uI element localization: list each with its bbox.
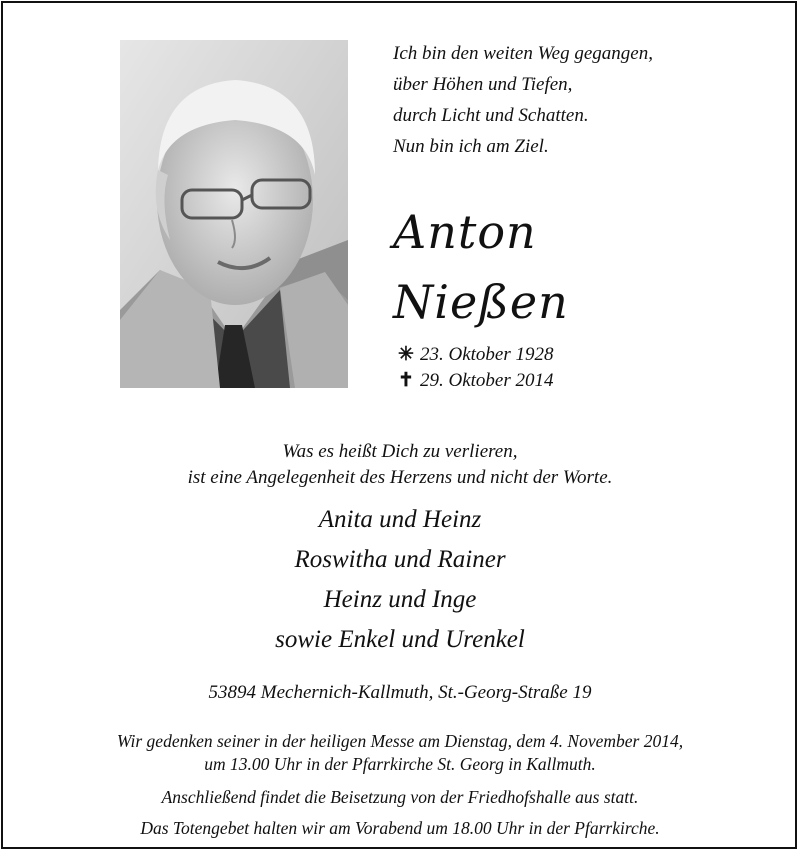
poem: [393, 38, 773, 162]
family-member: Anita und Heinz: [318, 506, 482, 533]
notice-line: Anschließend findet die Beisetzung von der Friedhofshalle aus statt.: [161, 787, 639, 807]
portrait-photo: [120, 40, 348, 388]
poem-line: über Höhen und Tiefen,: [393, 74, 573, 95]
birth-date-row: [398, 342, 554, 368]
notice-line: Das Totengebet halten wir am Vorabend um 18.00 Uhr in der Pfarrkirche.: [140, 818, 660, 838]
death-date-row: [398, 368, 554, 394]
birth-star-icon: ✳: [398, 344, 414, 365]
family-member: Roswitha und Rainer: [294, 546, 506, 573]
address: 53894 Mechernich-Kallmuth, St.-Georg-Straße 19: [208, 682, 592, 703]
last-name: Nießen: [393, 275, 569, 329]
family-member: sowie Enkel und Urenkel: [275, 626, 525, 653]
birth-date: 23. Oktober 1928: [420, 344, 554, 365]
poem-line: durch Licht und Schatten.: [393, 105, 589, 126]
death-cross-icon: ✝: [398, 370, 414, 391]
notice-line: um 13.00 Uhr in der Pfarrkirche St. Georg in Kallmuth.: [204, 754, 596, 774]
death-date: 29. Oktober 2014: [420, 370, 554, 391]
life-dates: [398, 342, 554, 394]
family-member: Heinz und Inge: [323, 586, 477, 613]
poem-line: Nun bin ich am Ziel.: [393, 136, 549, 157]
poem-line: Ich bin den weiten Weg gegangen,: [393, 43, 653, 64]
first-name: Anton: [393, 205, 537, 259]
quote-line: ist eine Angelegenheit des Herzens und nicht der Worte.: [187, 467, 613, 488]
quote-line: Was es heißt Dich zu verlieren,: [282, 441, 518, 462]
notice-line: Wir gedenken seiner in der heiligen Messe am Dienstag, dem 4. November 2014,: [116, 731, 684, 751]
